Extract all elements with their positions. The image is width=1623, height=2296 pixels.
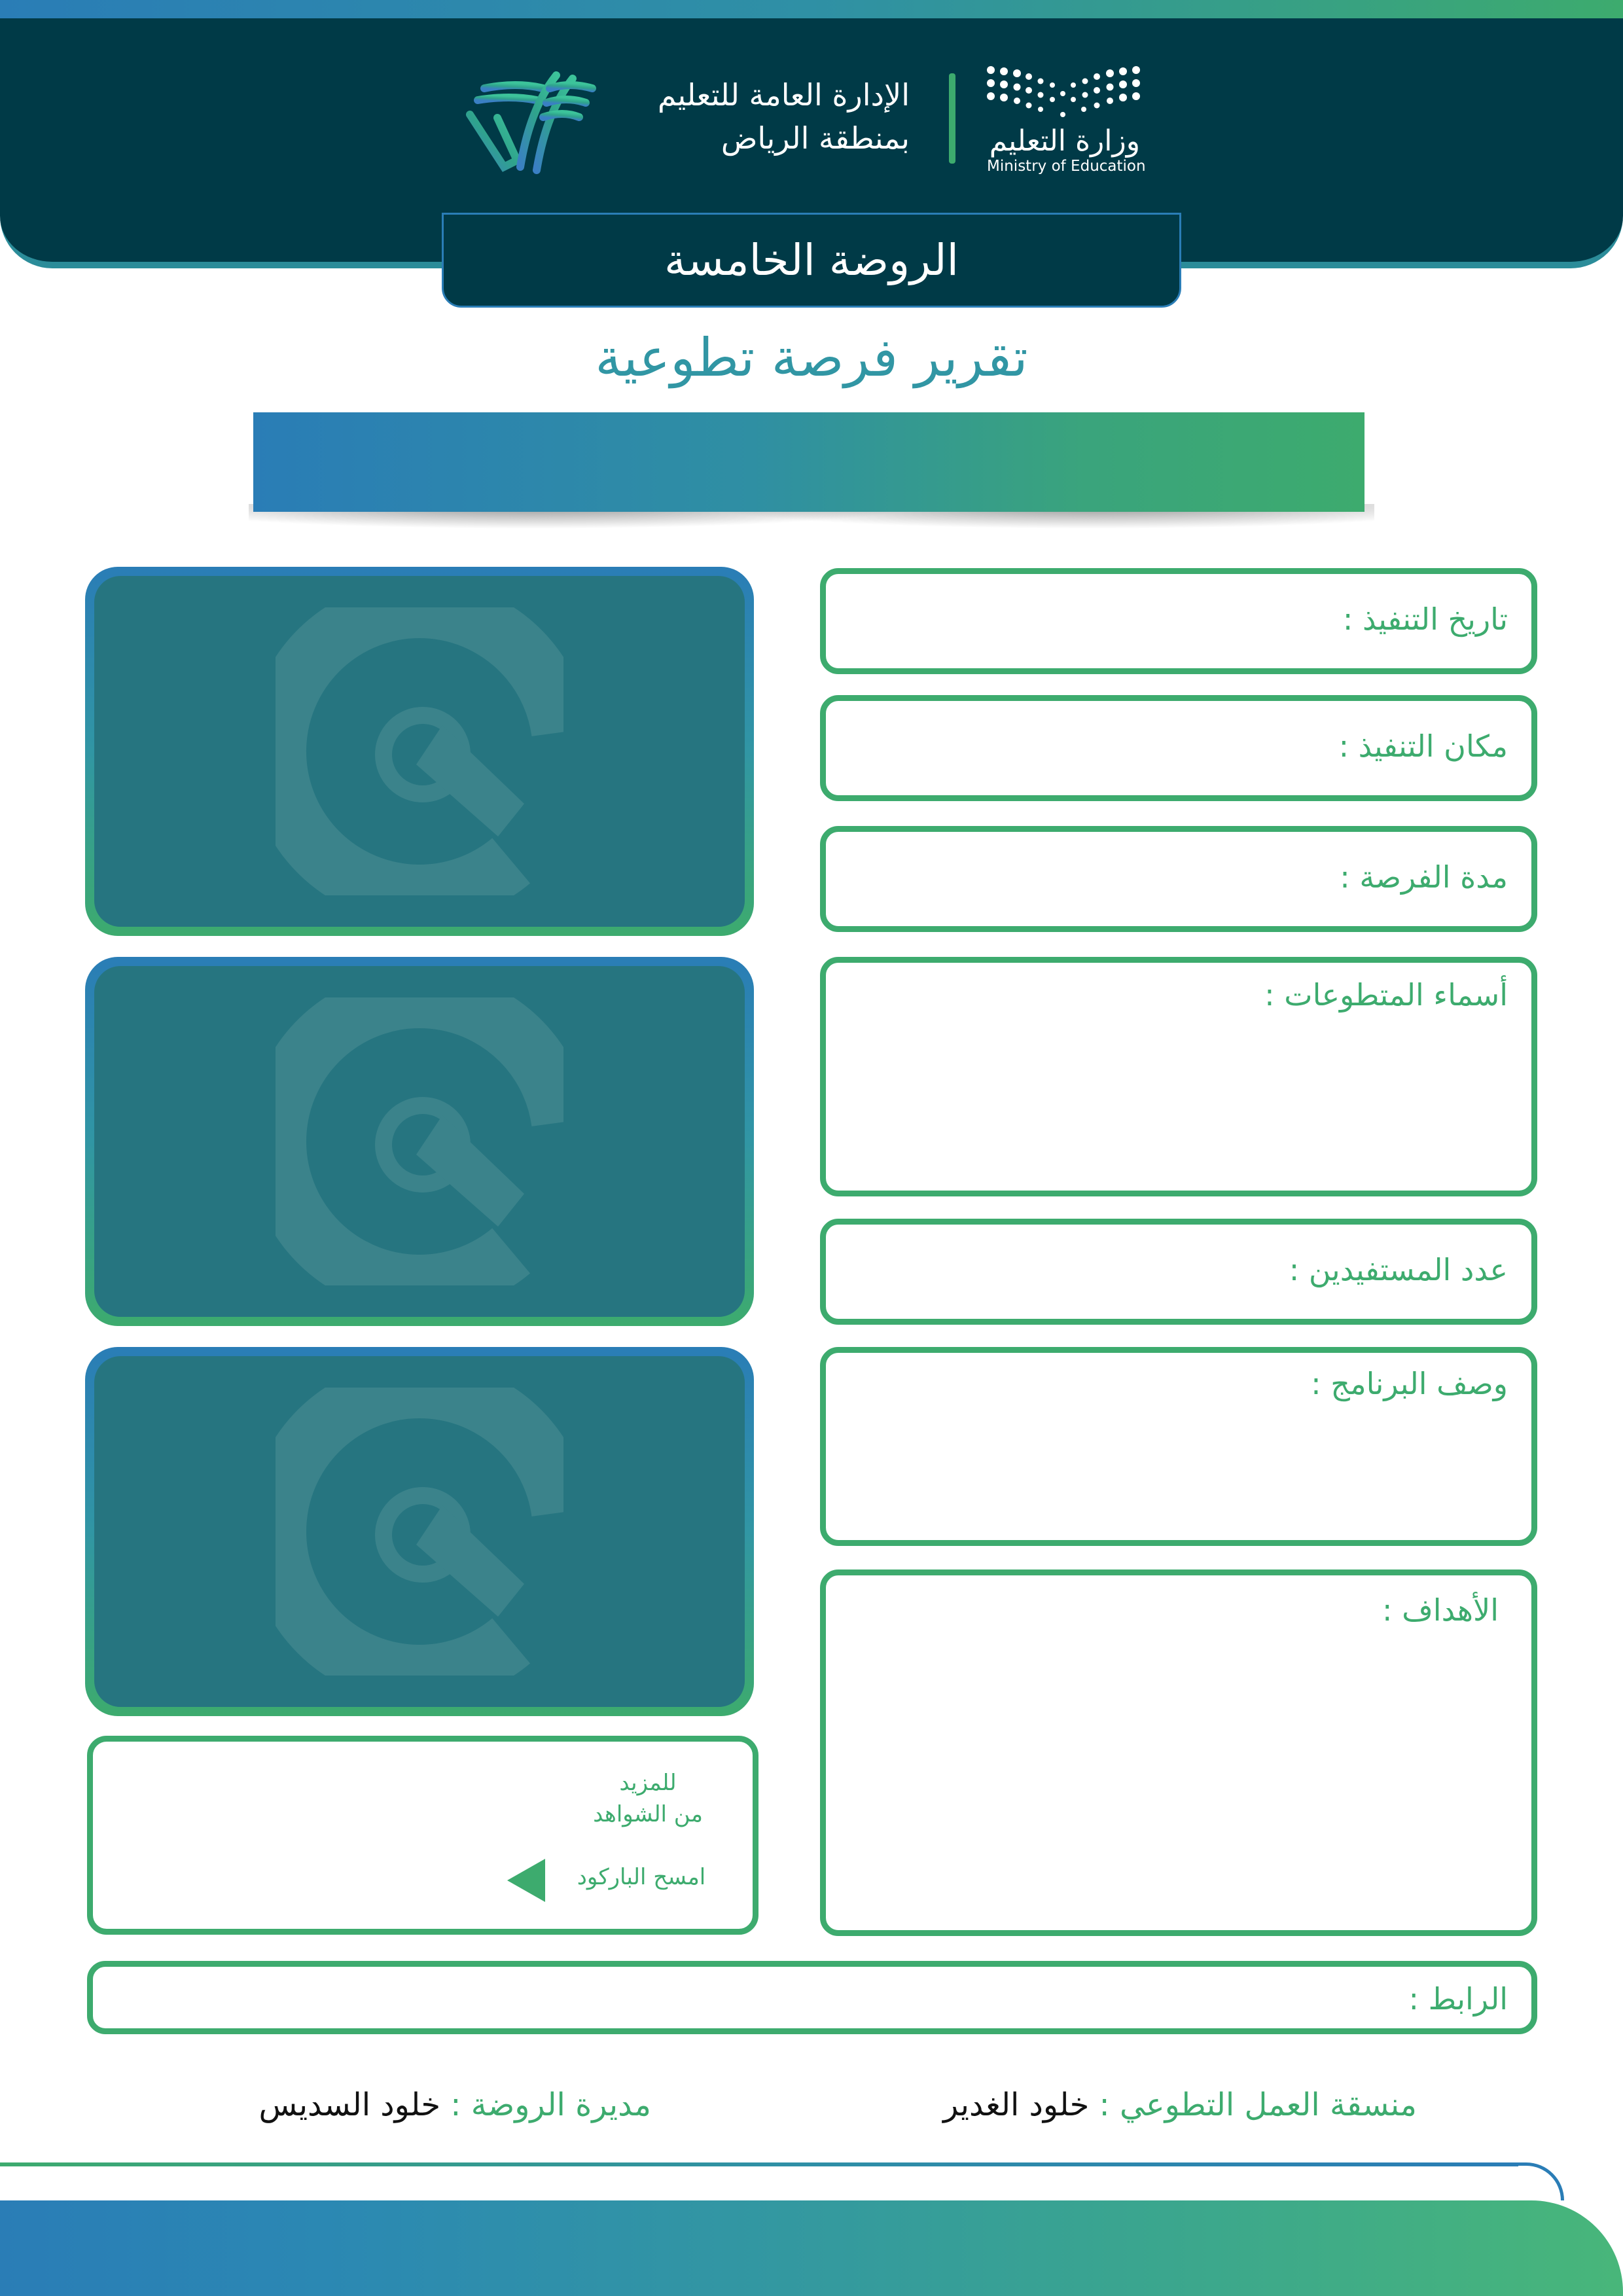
more-line-1: للمزيد — [619, 1770, 677, 1796]
photo-placeholder-2[interactable] — [85, 957, 754, 1326]
top-gradient-stripe — [0, 0, 1623, 20]
beneficiaries-count-field[interactable] — [820, 1219, 1537, 1325]
image-placeholder-icon — [276, 997, 563, 1285]
more-evidence-text — [560, 1767, 736, 1830]
execution-date-field[interactable] — [820, 568, 1537, 674]
school-name: الروضة الخامسة — [664, 235, 959, 285]
photo-placeholder-1[interactable] — [85, 567, 754, 936]
opportunity-duration-label: مدة الفرصة : — [1340, 859, 1508, 895]
volunteer-coordinator-signature — [943, 2087, 1417, 2123]
objectives-field[interactable] — [820, 1570, 1537, 1936]
coordinator-role: منسقة العمل التطوعي : — [1089, 2087, 1417, 2123]
principal-role: مديرة الروضة : — [440, 2087, 651, 2123]
execution-date-label: تاريخ التنفيذ : — [1342, 601, 1508, 637]
principal-signature — [259, 2087, 652, 2123]
objectives-label: الأهداف : — [1382, 1592, 1499, 1628]
coordinator-name: خلود الغدير — [943, 2087, 1090, 2123]
link-label: الرابط : — [1408, 1981, 1508, 2017]
riyadh-education-logo-icon — [458, 62, 602, 180]
beneficiaries-count-label: عدد المستفيدين : — [1289, 1252, 1508, 1287]
program-description-field[interactable] — [820, 1347, 1537, 1546]
qr-code-box[interactable] — [87, 1736, 758, 1935]
admin-line-1: الإدارة العامة للتعليم — [657, 77, 910, 113]
volunteer-names-field[interactable] — [820, 957, 1537, 1196]
more-line-2: من الشواهد — [593, 1801, 703, 1827]
gradient-banner — [253, 412, 1364, 512]
ministry-logo — [982, 62, 1145, 180]
footer-gradient-band — [0, 2200, 1623, 2296]
photo-placeholder-3[interactable] — [85, 1347, 754, 1716]
footer-divider-line — [0, 2162, 1518, 2166]
footer-curve — [1479, 2162, 1564, 2200]
banner-shadow — [249, 504, 1374, 563]
report-title: تقرير فرصة تطوعية — [595, 327, 1028, 388]
ministry-name-ar: وزارة التعليم — [989, 124, 1140, 158]
education-admin-title — [658, 73, 910, 160]
arrow-left-icon — [507, 1859, 545, 1902]
execution-place-field[interactable] — [820, 695, 1537, 801]
image-placeholder-icon — [276, 1388, 563, 1676]
ministry-name-en: Ministry of Education — [987, 158, 1146, 175]
execution-place-label: مكان التنفيذ : — [1338, 728, 1508, 764]
program-description-label: وصف البرنامج : — [1311, 1366, 1508, 1401]
link-field[interactable] — [87, 1961, 1537, 2034]
principal-name: خلود السديس — [259, 2087, 441, 2123]
school-name-box — [442, 213, 1181, 308]
opportunity-duration-field[interactable] — [820, 826, 1537, 932]
image-placeholder-icon — [276, 607, 563, 895]
header-divider — [949, 73, 955, 164]
scan-barcode-label: امسح الباركود — [577, 1864, 706, 1890]
volunteer-names-label: أسماء المتطوعات : — [1264, 977, 1508, 1013]
admin-line-2: بمنطقة الرياض — [721, 120, 910, 156]
ministry-dots-icon — [982, 62, 1145, 121]
